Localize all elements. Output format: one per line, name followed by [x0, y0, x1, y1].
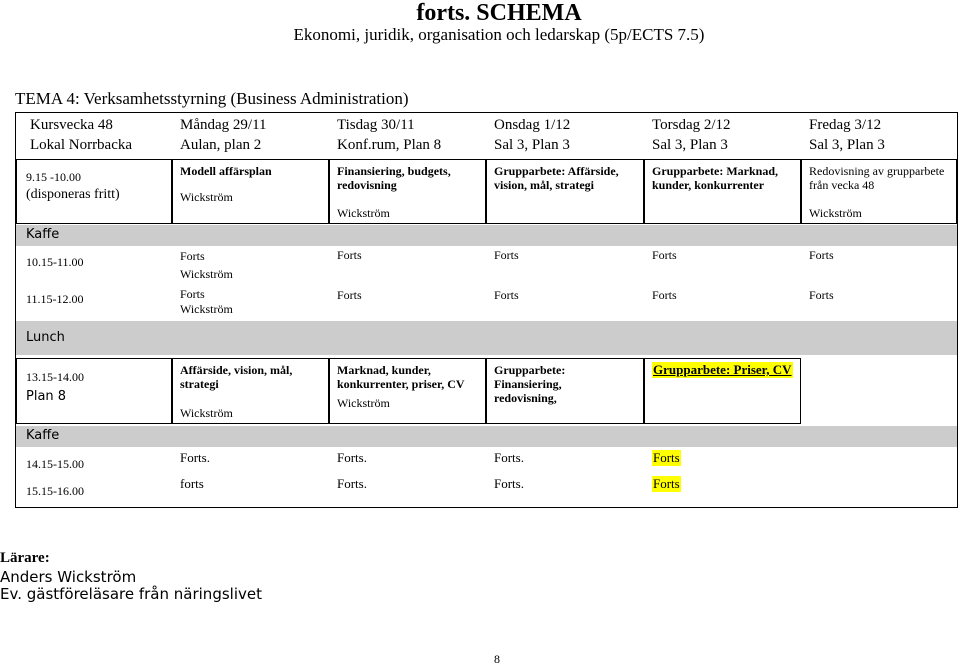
morning-wednesday-topic-2: vision, mål, strategi: [494, 178, 594, 192]
column-header-monday-room: Aulan, plan 2: [180, 137, 262, 153]
page-number: 8: [494, 652, 500, 666]
morning-time-note: (disponeras fritt): [26, 187, 120, 202]
slot-2-time: 10.15-11.00: [26, 255, 84, 269]
slot-5-thursday-highlight: Forts: [653, 450, 680, 465]
afternoon-wednesday-topic-2: Finansiering,: [494, 377, 562, 391]
morning-tuesday-topic-2: redovisning: [337, 178, 397, 192]
morning-friday-topic-1: Redovisning av grupparbete: [809, 164, 945, 178]
column-header-week: Kursvecka 48: [30, 117, 113, 133]
slot-5-monday: Forts.: [180, 450, 210, 465]
morning-friday-teacher: Wickström: [809, 206, 862, 220]
lunch-band: [16, 321, 957, 355]
afternoon-place: Plan 8: [26, 389, 67, 404]
theme-heading: TEMA 4: Verksamhetsstyrning (Business Administration): [15, 89, 409, 108]
column-header-thursday: Torsdag 2/12: [652, 117, 731, 133]
slot-2-thursday: Forts: [652, 248, 677, 262]
slot-2-wednesday: Forts: [494, 248, 519, 262]
slot-5-time: 14.15-15.00: [26, 457, 84, 471]
page-title: forts. SCHEMA: [416, 0, 582, 26]
morning-thursday-topic-1: Grupparbete: Marknad,: [652, 164, 778, 178]
coffee-break-label-afternoon: Kaffe: [26, 428, 60, 443]
morning-friday-topic-2: från vecka 48: [809, 178, 875, 192]
slot-6-thursday-highlight: Forts: [653, 476, 680, 491]
morning-tuesday-teacher: Wickström: [337, 206, 390, 220]
afternoon-monday-topic-2: strategi: [180, 377, 219, 391]
slot-6-monday: forts: [180, 476, 204, 491]
course-subtitle: Ekonomi, juridik, organisation och ledarskap (5p/ECTS 7.5): [293, 25, 705, 44]
column-header-wednesday: Onsdag 1/12: [494, 117, 571, 133]
afternoon-tuesday-topic-2: konkurrenter, priser, CV: [337, 377, 465, 391]
column-header-thursday-room: Sal 3, Plan 3: [652, 137, 728, 153]
slot-2-friday: Forts: [809, 248, 834, 262]
afternoon-monday-teacher: Wickström: [180, 406, 233, 420]
afternoon-tuesday-teacher: Wickström: [337, 396, 390, 410]
slot-5-wednesday: Forts.: [494, 450, 524, 465]
morning-thursday-topic-2: kunder, konkurrenter: [652, 178, 765, 192]
morning-monday-teacher: Wickström: [180, 190, 233, 204]
column-header-tuesday-room: Konf.rum, Plan 8: [337, 137, 442, 153]
afternoon-monday-topic-1: Affärside, vision, mål,: [180, 363, 293, 377]
column-header-friday: Fredag 3/12: [809, 117, 882, 133]
slot-3-time: 11.15-12.00: [26, 292, 84, 306]
lunch-label: Lunch: [26, 330, 65, 345]
afternoon-wednesday-topic-3: redovisning,: [494, 391, 557, 405]
column-header-wednesday-room: Sal 3, Plan 3: [494, 137, 570, 153]
afternoon-time: 13.15-14.00: [26, 370, 84, 384]
slot-2-monday: Forts: [180, 249, 205, 263]
slot-3-monday: Forts: [180, 287, 205, 301]
slot-5-tuesday: Forts.: [337, 450, 367, 465]
slot-2-tuesday: Forts: [337, 248, 362, 262]
morning-time: 9.15 -10.00: [26, 170, 81, 184]
slot-2-monday-teacher: Wickström: [180, 267, 233, 281]
afternoon-thursday-topic-highlight: Grupparbete: Priser, CV: [653, 362, 792, 377]
column-header-week-room: Lokal Norrbacka: [30, 137, 133, 153]
slot-3-thursday: Forts: [652, 288, 677, 302]
slot-3-tuesday: Forts: [337, 288, 362, 302]
morning-monday-topic: Modell affärsplan: [180, 164, 272, 178]
coffee-break-label: Kaffe: [26, 227, 60, 242]
teacher-name: Anders Wickström: [0, 568, 137, 586]
column-header-friday-room: Sal 3, Plan 3: [809, 137, 885, 153]
slot-6-tuesday: Forts.: [337, 476, 367, 491]
afternoon-tuesday-topic-1: Marknad, kunder,: [337, 363, 431, 377]
slot-3-wednesday: Forts: [494, 288, 519, 302]
column-header-monday: Måndag 29/11: [180, 117, 267, 133]
slot-6-wednesday: Forts.: [494, 476, 524, 491]
coffee-break-band-afternoon: [16, 426, 957, 447]
teachers-heading: Lärare:: [0, 550, 50, 566]
morning-wednesday-topic-1: Grupparbete: Affärside,: [494, 164, 619, 178]
column-header-tuesday: Tisdag 30/11: [337, 117, 415, 133]
morning-tuesday-topic-1: Finansiering, budgets,: [337, 164, 451, 178]
coffee-break-band: [16, 225, 957, 246]
slot-3-friday: Forts: [809, 288, 834, 302]
slot-6-time: 15.15-16.00: [26, 484, 84, 498]
afternoon-wednesday-topic-1: Grupparbete:: [494, 363, 566, 377]
guest-lecturer-note: Ev. gästföreläsare från näringslivet: [0, 585, 262, 603]
slot-3-monday-teacher: Wickström: [180, 302, 233, 316]
